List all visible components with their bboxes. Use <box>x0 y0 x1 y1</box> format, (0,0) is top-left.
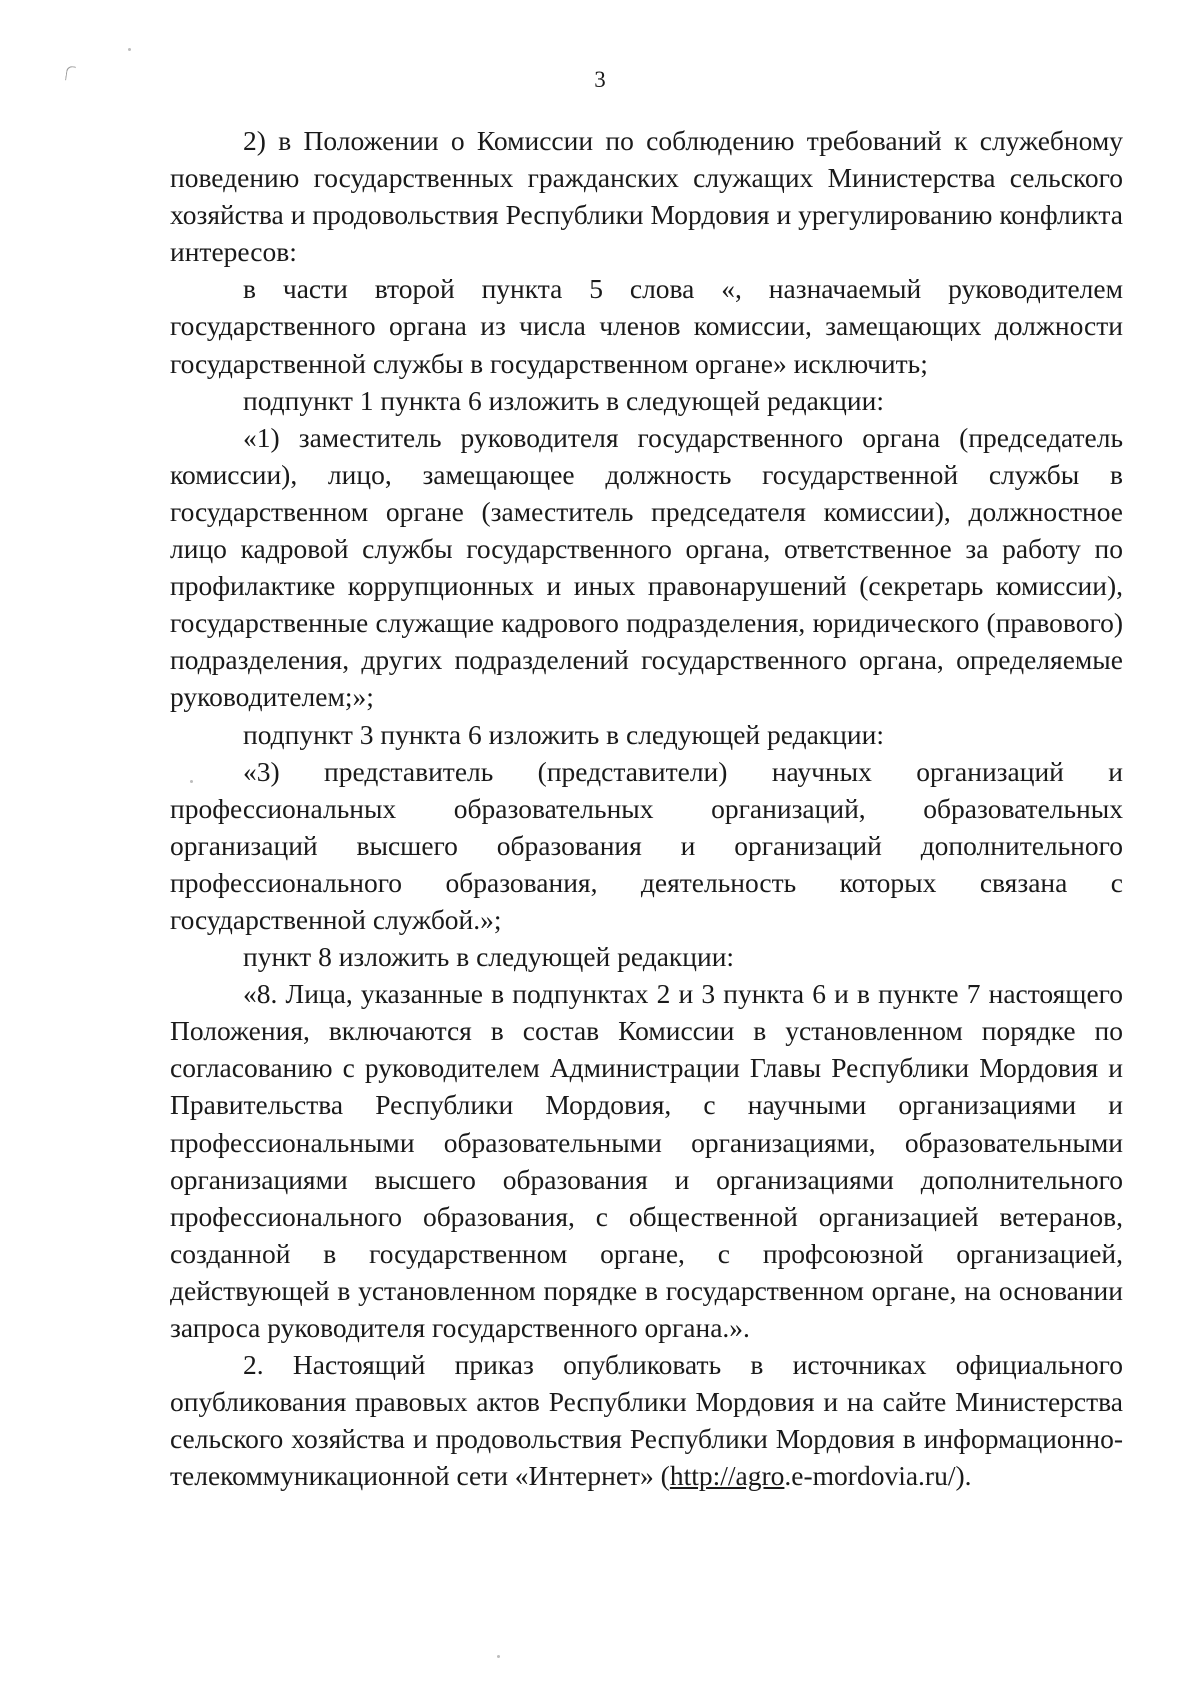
page-number: 3 <box>594 67 606 92</box>
publication-text-end: ). <box>955 1460 972 1492</box>
paragraph-amendment-intro: 2) в Положении о Комиссии по соблюдению требований к служебному поведению государственных гражданских служащих Министерства сельского хозяйства и продовольствия Республики Мордовия и урегулированию конфликта интересов: <box>170 125 1123 268</box>
scan-dust-mark <box>128 48 131 51</box>
paragraph-subclause-3-text: «3) представитель (представители) научных организаций и профессиональных образовательных организаций, образовательных организаций высшего образования и организаций дополнительного профессионального образования, деятельность которых связана с государственной службой.»; <box>170 755 1123 935</box>
paragraph-clause-8-text: «8. Лица, указанные в подпунктах 2 и 3 пункта 6 и в пункте 7 настоящего Положения, включаются в состав Комиссии в установленном порядке по согласованию с руководителем Администрации Главы Республики Мордовия и Правительства Республики Мордовия, с научными организациями и профессиональными образовательными организациями, образовательными организациями высшего образования и организациями дополнительного профессионального образования, с общественной организацией ветеранов, созданной в государственном органе, с профсоюзной организацией, действующей в установленном порядке в государственном органе, на основании запроса руководителя государственного органа.». <box>170 978 1123 1343</box>
paragraph-publication <box>170 1346 1123 1494</box>
paragraph-subclause-1-text: «1) заместитель руководителя государственного органа (председатель комиссии), лицо, замещающее должность государственной службы в государственном органе (заместитель председателя комиссии), должностное лицо кадровой службы государственного органа, ответственное за работу по профилактике коррупционных и иных правонарушений (секретарь комиссии), государственные служащие кадрового подразделения, юридического (правового) подразделения, других подразделений государственного органа, определяемые руководителем;»; <box>170 421 1123 713</box>
website-link-rest: .e-mordovia.ru/ <box>784 1460 956 1492</box>
paragraph-subclause-1-heading: подпункт 1 пункта 6 изложить в следующей редакции: <box>243 384 884 416</box>
publication-text: 2. Настоящий приказ опубликовать в источниках официального опубликования правовых актов Республики Мордовия и на сайте Министерства сельского хозяйства и продовольствия Республики Мордовия в информационно-телекоммуникационной сети «Интернет» ( <box>170 1349 1123 1492</box>
paragraph-clause-8-heading: пункт 8 изложить в следующей редакции: <box>243 941 735 973</box>
scan-dust-mark <box>497 1655 500 1658</box>
website-link[interactable]: http://agro <box>669 1460 785 1492</box>
document-body <box>170 122 1123 1494</box>
paragraph-clause-5: в части второй пункта 5 слова «, назначаемый руководителем государственного органа из числа членов комиссии, замещающих должности государственной службы в государственном органе» исключить; <box>170 273 1123 379</box>
paragraph-subclause-3-heading: подпункт 3 пункта 6 изложить в следующей редакции: <box>243 718 884 750</box>
